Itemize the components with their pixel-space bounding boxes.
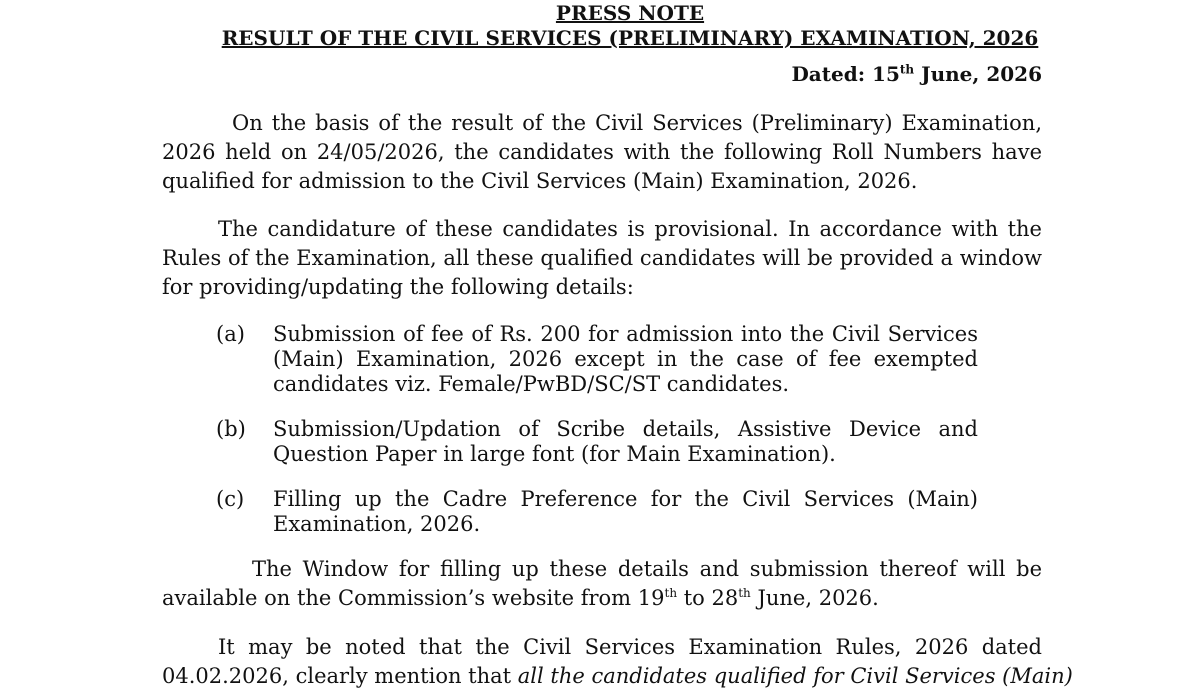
list-item-line: (Main) Examination, 2026 except in the case of fee exempted: [273, 347, 978, 371]
paragraph-3: [162, 555, 1042, 613]
paragraph-2-line: The candidature of these candidates is provisional. In accordance with the: [218, 217, 1042, 241]
paragraph-4-text-a: 04.02.2026, clearly mention that: [162, 664, 518, 688]
list-item-line: candidates viz. Female/PwBD/SC/ST candidates.: [273, 372, 790, 396]
list-item-line: Filling up the Cadre Preference for the Civil Services (Main): [273, 487, 978, 511]
paragraph-4: [162, 633, 1073, 691]
list-item-text: [273, 417, 978, 467]
list-item-marker: (b): [216, 417, 246, 441]
list-item-line: Submission/Updation of Scribe details, Assistive Device and: [273, 417, 978, 441]
list-item-text: [273, 322, 978, 397]
dated-sup: th: [899, 62, 915, 77]
paragraph-1-line: qualified for admission to the Civil Services (Main) Examination, 2026.: [162, 169, 918, 193]
paragraph-2-line: Rules of the Examination, all these qualified candidates will be provided a window: [162, 246, 1042, 270]
paragraph-1: [162, 109, 1042, 196]
list-item-line: Examination, 2026.: [273, 512, 481, 536]
paragraph-3-text-b: to 28: [677, 586, 739, 610]
paragraph-4-line: [162, 662, 1073, 691]
paragraph-3-text-a: available on the Commission’s website from 19: [162, 586, 665, 610]
list-item-line: Submission of fee of Rs. 200 for admission into the Civil Services: [273, 322, 978, 346]
dated-suffix: June, 2026: [914, 62, 1042, 86]
press-note-title: PRESS NOTE: [555, 1, 705, 25]
press-note-subtitle: RESULT OF THE CIVIL SERVICES (PRELIMINARY) EXAMINATION, 2026: [221, 26, 1039, 50]
list-item-marker: (a): [216, 322, 245, 346]
paragraph-4-emphasis: all the candidates qualified for Civil Services (Main): [517, 664, 1073, 688]
paragraph-3-line: The Window for filling up these details and submission thereof will be: [252, 557, 1042, 581]
list-item-line: Question Paper in large font (for Main Examination).: [273, 442, 836, 466]
paragraph-4-line: It may be noted that the Civil Services Examination Rules, 2026 dated: [218, 635, 1042, 659]
dated-prefix: Dated: 15: [791, 62, 900, 86]
paragraph-3-text-c: June, 2026.: [750, 586, 879, 610]
list-item-text: [273, 487, 978, 537]
paragraph-2-line: for providing/updating the following details:: [162, 275, 634, 299]
dated-line: [791, 62, 1042, 86]
paragraph-1-line: On the basis of the result of the Civil Services (Preliminary) Examination,: [232, 111, 1042, 135]
list-item-marker: (c): [216, 487, 245, 511]
paragraph-3-sup-2: th: [738, 586, 751, 600]
paragraph-1-line: 2026 held on 24/05/2026, the candidates with the following Roll Numbers have: [162, 140, 1042, 164]
paragraph-2: [162, 215, 1042, 302]
paragraph-3-line: [162, 584, 1042, 613]
paragraph-3-sup-1: th: [664, 586, 678, 600]
